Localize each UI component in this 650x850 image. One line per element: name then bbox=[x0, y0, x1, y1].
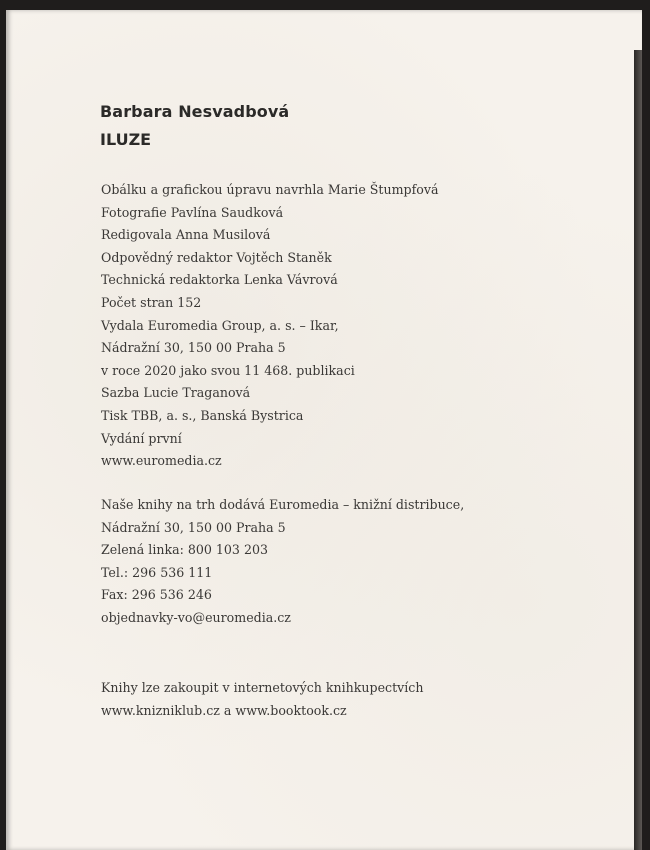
purchase-line: Knihy lze zakoupit v internetových knihkupectvích bbox=[101, 680, 424, 695]
page-edge bbox=[634, 50, 642, 850]
distribution-line: Fax: 296 536 246 bbox=[101, 587, 212, 603]
credit-line: Technická redaktorka Lenka Vávrová bbox=[101, 272, 338, 288]
purchase-block bbox=[101, 677, 423, 722]
credit-line: Redigovala Anna Musilová bbox=[101, 227, 271, 243]
credits-block bbox=[101, 179, 438, 473]
book-title: ILUZE bbox=[100, 130, 152, 149]
order-email: objednavky-vo@euromedia.cz bbox=[101, 609, 291, 625]
book-page bbox=[6, 10, 642, 850]
distribution-line: Nádražní 30, 150 00 Praha 5 bbox=[101, 519, 286, 535]
credit-line: v roce 2020 jako svou 11 468. publikaci bbox=[101, 362, 355, 378]
credit-line: Vydala Euromedia Group, a. s. – Ikar, bbox=[101, 317, 339, 333]
credit-line: Tisk TBB, a. s., Banská Bystrica bbox=[101, 407, 304, 423]
credit-line: Nádražní 30, 150 00 Praha 5 bbox=[101, 340, 286, 356]
credit-line: Sazba Lucie Traganová bbox=[101, 385, 251, 401]
credit-line: Počet stran 152 bbox=[101, 294, 202, 310]
credit-line: Fotografie Pavlína Saudková bbox=[101, 204, 284, 220]
publisher-website: www.euromedia.cz bbox=[101, 453, 222, 469]
distribution-line: Zelená linka: 800 103 203 bbox=[101, 542, 268, 558]
distribution-line: Naše knihy na trh dodává Euromedia – knižní distribuce, bbox=[101, 497, 465, 512]
distribution-block bbox=[101, 494, 464, 630]
credit-line: Obálku a grafickou úpravu navrhla Marie Štumpfová bbox=[101, 182, 439, 197]
credit-line: Odpovědný redaktor Vojtěch Staněk bbox=[101, 249, 332, 265]
distribution-line: Tel.: 296 536 111 bbox=[101, 564, 213, 580]
author-name: Barbara Nesvadbová bbox=[100, 102, 290, 121]
purchase-line: www.knizniklub.cz a www.booktook.cz bbox=[101, 702, 347, 718]
credit-line: Vydání první bbox=[101, 430, 182, 446]
